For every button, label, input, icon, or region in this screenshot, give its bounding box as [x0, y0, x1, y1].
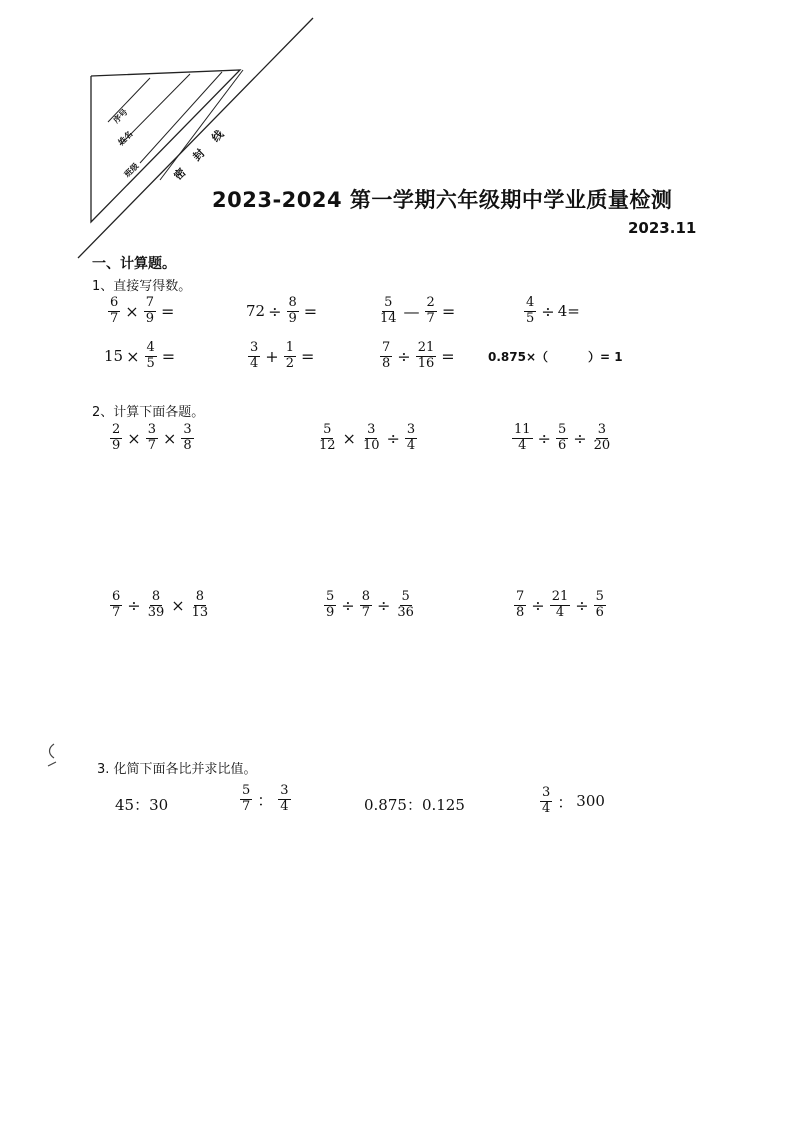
q3-ratio-3: 0.875：0.125	[364, 796, 465, 814]
q1-expr-4: $\frac{4}{5}$ ÷ 4=	[526, 295, 580, 326]
fraction: $\frac{2}{7}$	[426, 295, 435, 326]
fraction: $\frac{3}{4}$	[250, 340, 259, 371]
fraction: $\frac{5}{36}$	[397, 589, 414, 620]
page-title: 2023-2024 第一学期六年级期中学业质量检测	[212, 188, 673, 212]
q3-ratio-1: 45：30	[115, 796, 169, 814]
fraction: $\frac{3}{20}$	[593, 422, 611, 453]
q2-expr-2: $\frac{5}{12}$ × $\frac{3}{10}$ ÷ $\frac{3}{4}$	[319, 422, 416, 453]
fraction: $\frac{7}{9}$	[145, 295, 154, 326]
q3-ratio-4: $\frac{3}{4}$ ： 300	[542, 785, 605, 816]
fraction: $\frac{8}{7}$	[361, 589, 370, 620]
fraction: $\frac{5}{9}$	[326, 589, 335, 620]
q3-ratio-2: $\frac{5}{7}$ ： $\frac{3}{4}$	[242, 783, 289, 814]
scan-mark	[44, 740, 64, 774]
q1-expr-6: $\frac{3}{4}$ + $\frac{1}{2}$ =	[250, 340, 315, 371]
field-label-name: 姓名	[116, 129, 135, 148]
q2-expr-6: $\frac{7}{8}$ ÷ $\frac{21}{4}$ ÷ $\frac{5}{6}$	[516, 589, 604, 620]
fraction: $\frac{3}{10}$	[362, 422, 380, 453]
fraction: $\frac{8}{9}$	[288, 295, 297, 326]
q1-expr-1: $\frac{6}{7}$ × $\frac{7}{9}$ =	[110, 295, 175, 326]
q2-expr-5: $\frac{5}{9}$ ÷ $\frac{8}{7}$ ÷ $\frac{5}{36}$	[326, 589, 414, 620]
fraction: $\frac{5}{14}$	[380, 295, 397, 326]
q2-expr-3: $\frac{11}{4}$ ÷ $\frac{5}{6}$ ÷ $\frac{3}{20}$	[514, 422, 611, 453]
fraction: $\frac{3}{4}$	[280, 783, 289, 814]
fraction: $\frac{8}{39}$	[147, 589, 165, 620]
q2-expr-1: $\frac{2}{9}$ × $\frac{3}{7}$ × $\frac{3}{8}$	[112, 422, 192, 453]
fraction: $\frac{3}{7}$	[147, 422, 156, 453]
fraction: $\frac{5}{6}$	[557, 422, 567, 453]
fraction: $\frac{7}{8}$	[516, 589, 525, 620]
section-heading: 一、计算题。	[92, 256, 176, 272]
question-1-label: 1、直接写得数。	[92, 279, 192, 294]
field-label-class: 班级	[122, 161, 141, 180]
seal-line-text: 密 封 线	[171, 123, 231, 183]
fraction: $\frac{21}{4}$	[551, 589, 569, 620]
q1-expr-7: $\frac{7}{8}$ ÷ $\frac{21}{16}$ =	[382, 340, 455, 371]
exam-date: 2023.11	[628, 219, 697, 237]
fraction: $\frac{8}{13}$	[191, 589, 209, 620]
q1-expr-8: 0.875×（ ）= 1	[488, 350, 623, 364]
fraction: $\frac{3}{4}$	[542, 785, 551, 816]
fraction: $\frac{11}{4}$	[514, 422, 531, 453]
fraction: $\frac{4}{5}$	[526, 295, 535, 326]
fraction: $\frac{6}{7}$	[110, 295, 119, 326]
q1-expr-3: $\frac{5}{14}$ — $\frac{2}{7}$ =	[380, 295, 456, 326]
question-2-label: 2、计算下面各题。	[92, 405, 205, 420]
q1-expr-5: 15 × $\frac{4}{5}$ =	[104, 340, 176, 371]
fraction: $\frac{21}{16}$	[417, 340, 435, 371]
fraction: $\frac{5}{7}$	[242, 783, 251, 814]
fraction: $\frac{3}{4}$	[406, 422, 416, 453]
question-3-label: 3. 化简下面各比并求比值。	[97, 762, 257, 777]
fraction: $\frac{6}{7}$	[112, 589, 121, 620]
fraction: $\frac{5}{6}$	[595, 589, 604, 620]
field-label-serial: 序号	[111, 107, 130, 126]
fraction: $\frac{5}{12}$	[319, 422, 336, 453]
q2-expr-4: $\frac{6}{7}$ ÷ $\frac{8}{39}$ × $\frac{8}{13}$	[112, 589, 209, 620]
fraction: $\frac{1}{2}$	[285, 340, 294, 371]
fraction: $\frac{7}{8}$	[382, 340, 391, 371]
fraction: $\frac{2}{9}$	[112, 422, 121, 453]
fraction: $\frac{3}{8}$	[183, 422, 192, 453]
fraction: $\frac{4}{5}$	[146, 340, 155, 371]
q1-expr-2: 72 ÷ $\frac{8}{9}$ =	[246, 295, 318, 326]
